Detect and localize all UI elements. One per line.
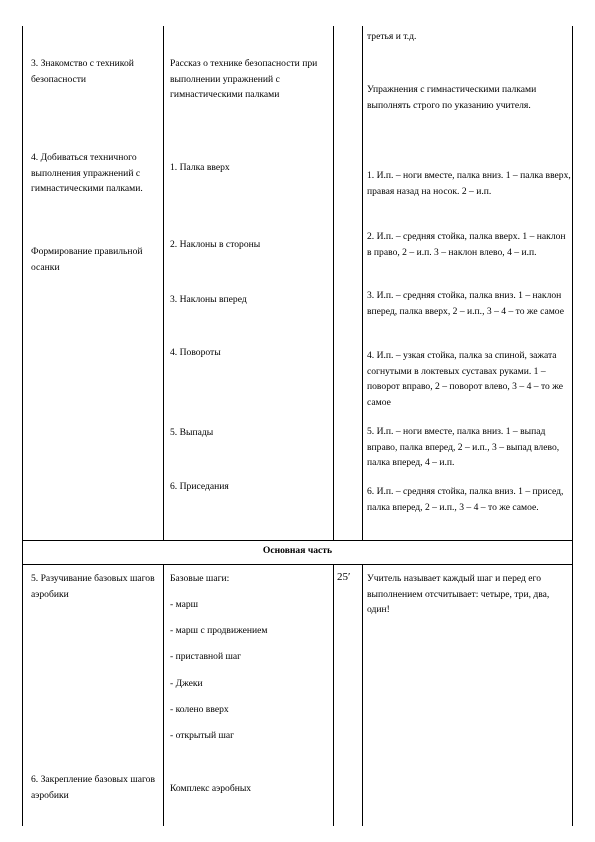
safety-content: Рассказ о технике безопасности при выполнении упражнений с гимнастическими палками [170, 58, 318, 101]
exercise-item: 5. Выпады [170, 427, 214, 438]
task-reinforce-steps: 6. Закрепление базовых шагов аэробики [31, 774, 155, 801]
step-item: - марш [170, 599, 199, 610]
continued-text: третья и т.д. [367, 31, 417, 42]
section-divider-bottom [22, 564, 573, 565]
exercise-instruction: 4. И.п. – узкая стойка, палка за спиной, зажата согнутыми в локтевых суставах руками. 1 – поворот вправо, 2 – поворот влево, 3 – 4 – то же самое [367, 350, 563, 408]
exercise-instruction: 5. И.п. – ноги вместе, палка вниз. 1 – выпад вправо, палка вперед, 2 – и.п., 3 – выпад влево, палка вперед, 4 – и.п. [367, 426, 560, 469]
task-posture: Формирование правильной осанки [31, 246, 143, 273]
exercise-instruction: 6. И.п. – средняя стойка, палка вниз. 1 – присед, палка вперед, 2 – и.п., 3 – 4 – то же самое. [367, 486, 564, 513]
exercise-item: 3. Наклоны вперед [170, 294, 247, 305]
step-item: - марш с продвижением [170, 625, 268, 636]
column-divider-3 [362, 26, 363, 540]
exercise-instruction: 2. И.п. – средняя стойка, палка вверх. 1 – наклон в право, 2 – и.п. 3 – наклон влево, 4 – и.п. [367, 231, 566, 258]
table-border-right [572, 26, 573, 826]
column-divider-1 [163, 26, 164, 540]
exercise-item: 1. Палка вверх [170, 162, 230, 173]
exercise-item: 6. Приседания [170, 481, 229, 492]
complex-title: Комплекс аэробных [170, 783, 252, 794]
safety-note: Упражнения с гимнастическими палками выполнять строго по указанию учителя. [367, 84, 537, 111]
exercise-instruction: 3. И.п. – средняя стойка, палка вниз. 1 – наклон вперед, палка вверх, 2 – и.п., 3 – 4 – то же самое [367, 290, 564, 317]
time-value: 25′ [337, 571, 351, 583]
teacher-note: Учитель называет каждый шаг и перед его выполнением отсчитывает: четыре, три, два, один! [367, 573, 550, 616]
task-learn-steps: 5. Разучивание базовых шагов аэробики [31, 573, 155, 600]
step-item: - колено вверх [170, 704, 229, 715]
exercise-instruction: 1. И.п. – ноги вместе, палка вниз. 1 – палка вверх, правая назад на носок. 2 – и.п. [367, 170, 571, 197]
section-divider-top [22, 540, 573, 541]
task-safety: 3. Знакомство с техникой безопасности [31, 58, 134, 85]
section-header: Основная часть [262, 545, 333, 556]
exercise-item: 2. Наклоны в стороны [170, 239, 261, 250]
column-divider-2 [333, 26, 334, 540]
step-item: - приставной шаг [170, 651, 242, 662]
step-item: - открытый шаг [170, 730, 235, 741]
step-item: - Джеки [170, 678, 203, 689]
task-technique: 4. Добиваться техничного выполнения упражнений с гимнастическими палками. [31, 152, 143, 195]
exercise-item: 4. Повороты [170, 347, 221, 358]
column-divider-1-lower [163, 564, 164, 826]
column-divider-3-lower [362, 564, 363, 826]
steps-title: Базовые шаги: [170, 573, 230, 584]
table-border-left [22, 26, 23, 826]
